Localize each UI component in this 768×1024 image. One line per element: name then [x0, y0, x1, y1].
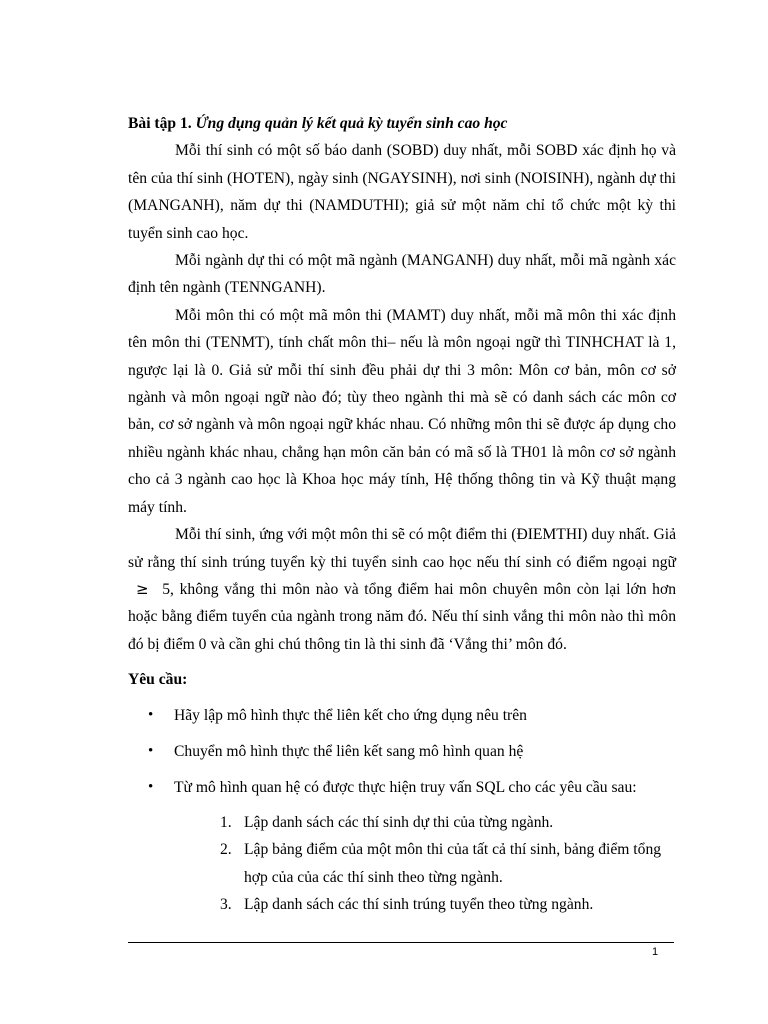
sql-query-list [174, 809, 676, 919]
page-number: 1 [652, 946, 659, 958]
bullet-icon: • [148, 706, 154, 723]
paragraph-3: Mỗi môn thi có một mã môn thi (MAMT) duy nhất, mỗi mã môn thi xác định tên môn thi (TENMT), tính chất môn thi– nếu là môn ngoại ngữ thì TINHCHAT là 1, ngược lại là 0. Giả sử mỗi thí sinh đều phải dự thi 3 môn: Môn cơ bản, môn cơ sở ngành và môn ngoại ngữ nào đó; tùy theo ngành thi mà sẽ có danh sách các môn cơ bản, cơ sở ngành và môn ngoại ngữ khác nhau. Có những môn thi sẽ được áp dụng cho nhiều ngành khác nhau, chẳng hạn môn căn bản có mã số là TH01 là môn cơ sở ngành cho cả 3 ngành cao học là Khoa học máy tính, Hệ thống thông tin và Kỹ thuật mạng máy tính. [128, 306, 676, 516]
title-text: Ứng dụng quản lý kết quả kỳ tuyển sinh cao học [195, 115, 508, 132]
item-number: 2. [220, 841, 232, 859]
requirements-heading: Yêu cầu: [128, 671, 188, 689]
item-number: 3. [220, 895, 232, 913]
requirement-text: Chuyển mô hình thực thể liên kết sang mô hình quan hệ [174, 742, 524, 760]
greater-equal-symbol: ≥ [136, 579, 149, 598]
footer-rule [128, 942, 674, 943]
requirement-item [128, 702, 676, 729]
sql-query-item [174, 809, 676, 836]
bullet-icon: • [148, 742, 154, 759]
item-number: 1. [220, 813, 232, 831]
requirements-list [128, 702, 676, 919]
paragraph-4-part-2: 5, không vắng thi môn nào và tổng điểm hai môn chuyên môn còn lại lớn hơn hoặc bằng điểm tuyển của ngành trong năm đó. Nếu thí sinh vắng thi môn nào thì môn đó bị điểm 0 và cần ghi chú thông tin là thi sinh đã ‘Vắng thi’ môn đó. [128, 580, 677, 653]
paragraph-2: Mỗi ngành dự thi có một mã ngành (MANGANH) duy nhất, mỗi mã ngành xác định tên ngành (TENNGANH). [128, 252, 676, 297]
sql-query-item [174, 836, 676, 891]
requirement-text: Từ mô hình quan hệ có được thực hiện truy vấn SQL cho các yêu cầu sau: [174, 779, 637, 797]
item-text: Lập danh sách các thí sinh trúng tuyển theo từng ngành. [244, 895, 594, 913]
paragraph-4-part-1: Mỗi thí sinh, ứng với một môn thi sẽ có một điểm thi (ĐIEMTHI) duy nhất. Giả sử rằng thí sinh trúng tuyển kỳ thi tuyển sinh cao học nếu thí sinh có điểm ngoại ngữ [128, 526, 676, 571]
requirement-item [128, 738, 676, 765]
exercise-title [128, 110, 676, 137]
bullet-icon: • [148, 779, 154, 796]
document-body [128, 110, 676, 927]
title-label: Bài tập 1. [128, 115, 196, 132]
sql-query-item [174, 891, 676, 918]
requirement-text: Hãy lập mô hình thực thể liên kết cho ứng dụng nêu trên [174, 706, 527, 724]
item-text: Lập bảng điểm của một môn thi của tất cả thí sinh, bảng điểm tổng hợp của của các thí sinh theo từng ngành. [244, 841, 662, 886]
item-text: Lập danh sách các thí sinh dự thi của từng ngành. [244, 813, 554, 831]
paragraph-4 [128, 521, 676, 658]
requirement-item [128, 774, 676, 918]
paragraph-1: Mỗi thí sinh có một số báo danh (SOBD) duy nhất, mỗi SOBD xác định họ và tên của thí sinh (HOTEN), ngày sinh (NGAYSINH), nơi sinh (NOISINH), ngành dự thi (MANGANH), năm dự thi (NAMDUTHI); giả sử một năm chỉ tổ chức một kỳ thi tuyển sinh cao học. [128, 142, 676, 242]
